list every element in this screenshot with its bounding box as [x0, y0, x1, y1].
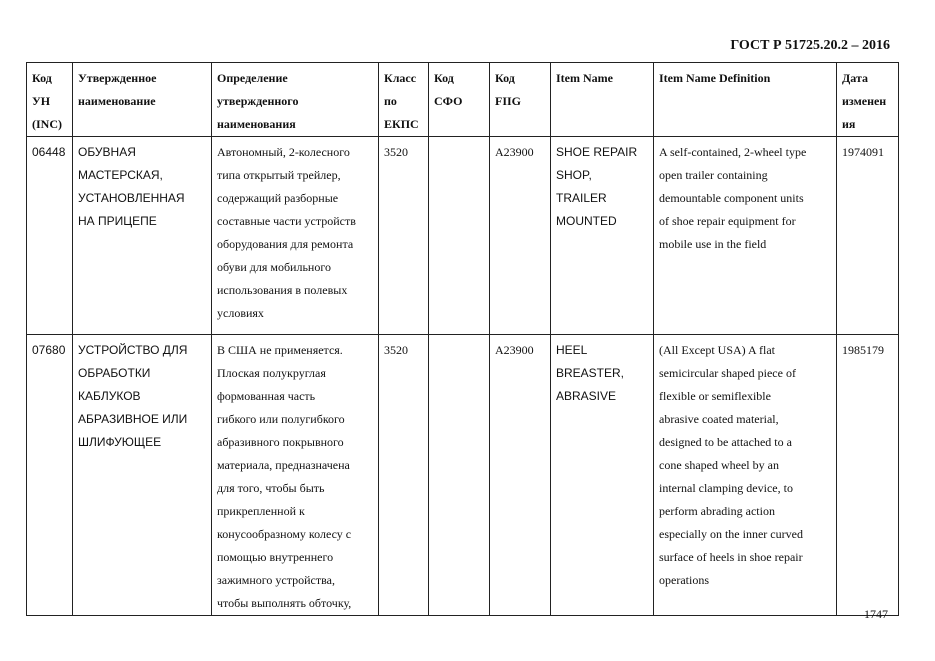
table-row	[27, 137, 899, 335]
cell-approved-name: УСТРОЙСТВО ДЛЯ ОБРАБОТКИ КАБЛУКОВ АБРАЗИВНОЕ ИЛИ ШЛИФУЮЩЕЕ	[73, 335, 212, 616]
header-fiig: Код FIIG	[490, 63, 551, 137]
cell-fiig: A23900	[490, 137, 551, 335]
cell-definition: Автономный, 2-колесного типа открытый трейлер, содержащий разборные составные части устройств оборудования для ремонта обуви для мобильного использования в полевых условиях	[212, 137, 379, 335]
page-number: 1747	[864, 607, 888, 621]
cell-date: 1974091	[837, 137, 899, 335]
cell-inc: 06448	[27, 137, 73, 335]
cell-approved-name: ОБУВНАЯ МАСТЕРСКАЯ, УСТАНОВЛЕННАЯ НА ПРИЦЕПЕ	[73, 137, 212, 335]
cell-sfo	[429, 137, 490, 335]
table-row	[27, 335, 899, 616]
header-class: Класс по ЕКПС	[379, 63, 429, 137]
header-sfo: Код СФО	[429, 63, 490, 137]
cell-item-definition: A self-contained, 2-wheel type open trailer containing demountable component units of shoe repair equipment for mobile use in the field	[654, 137, 837, 335]
catalog-table	[26, 62, 899, 616]
cell-class: 3520	[379, 335, 429, 616]
cell-item-name: SHOE REPAIR SHOP, TRAILER MOUNTED	[551, 137, 654, 335]
cell-inc: 07680	[27, 335, 73, 616]
cell-date: 1985179	[837, 335, 899, 616]
cell-class: 3520	[379, 137, 429, 335]
cell-definition: В США не применяется. Плоская полукруглая формованная часть гибкого или полугибкого абразивного покрывного материала, предназначена для того, чтобы быть прикрепленной к конусообразному колесу с помощью внутреннего зажимного устройства, чтобы выполнять обточку,	[212, 335, 379, 616]
header-definition: Определение утвержденного наименования	[212, 63, 379, 137]
header-item-name: Item Name	[551, 63, 654, 137]
cell-sfo	[429, 335, 490, 616]
header-date: Дата изменен ия	[837, 63, 899, 137]
cell-item-name: HEEL BREASTER, ABRASIVE	[551, 335, 654, 616]
header-inc: Код УН (INC)	[27, 63, 73, 137]
document-standard-header: ГОСТ Р 51725.20.2 – 2016	[730, 38, 890, 53]
header-item-definition: Item Name Definition	[654, 63, 837, 137]
cell-fiig: A23900	[490, 335, 551, 616]
table-header-row	[27, 63, 899, 137]
header-approved-name: Утвержденное наименование	[73, 63, 212, 137]
cell-item-definition: (All Except USA) A flat semicircular shaped piece of flexible or semiflexible abrasive coated material, designed to be attached to a cone shaped wheel by an internal clamping device, to perform abrading action especially on the inner curved surface of heels in shoe repair operations	[654, 335, 837, 616]
